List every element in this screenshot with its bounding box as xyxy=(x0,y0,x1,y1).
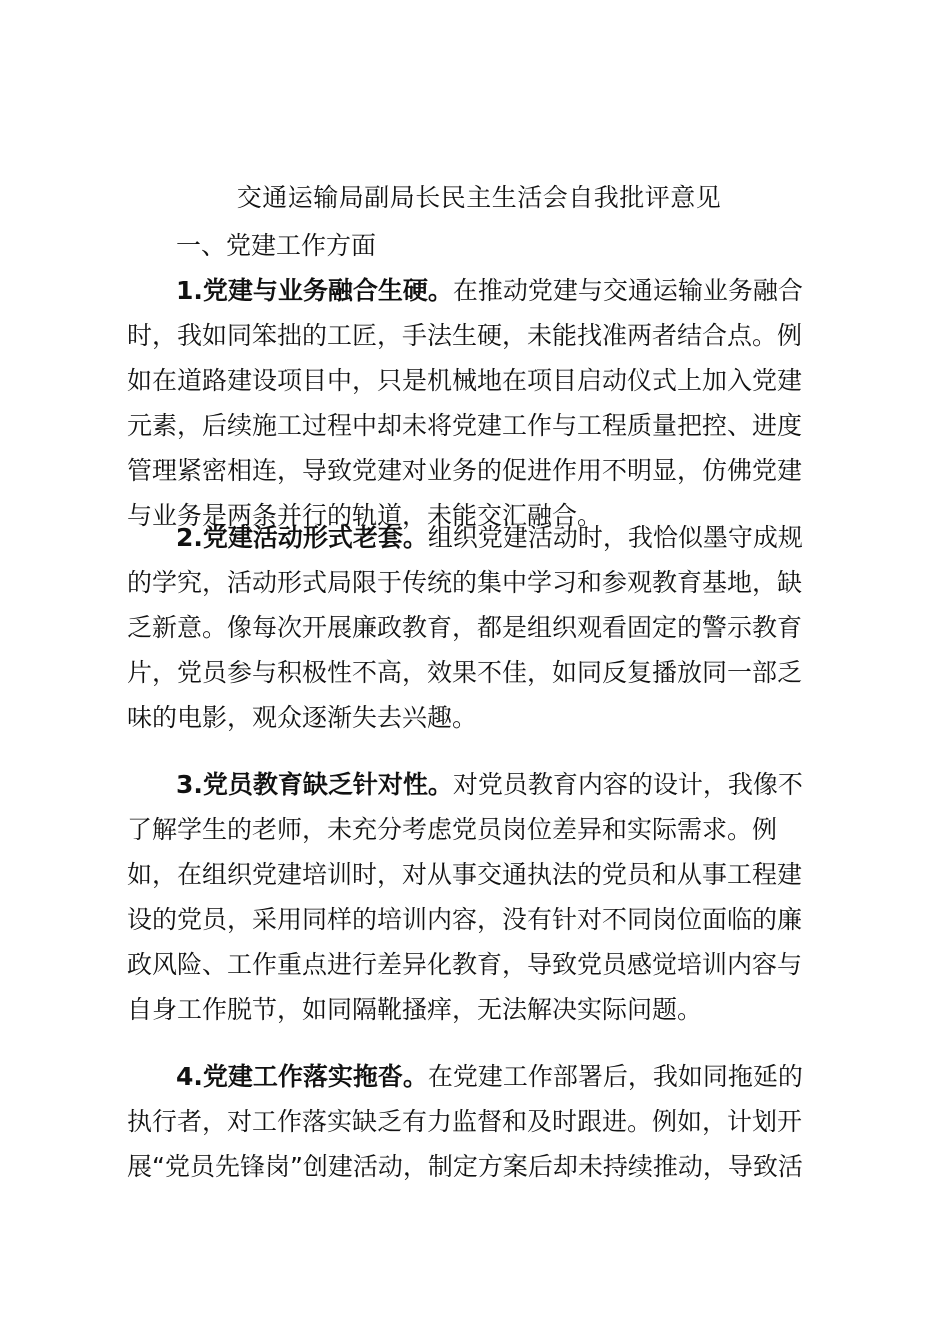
paragraph-1 xyxy=(127,268,827,538)
paragraph-line: 片，党员参与积极性不高，效果不佳，如同反复播放同一部乏 xyxy=(127,658,803,687)
paragraph-line: 执行者，对工作落实缺乏有力监督和及时跟进。例如，计划开 xyxy=(127,1107,803,1136)
paragraph-line: 元素，后续施工过程中却未将党建工作与工程质量把控、进度 xyxy=(127,411,803,440)
paragraph-2 xyxy=(127,515,827,740)
paragraph-line xyxy=(127,1054,827,1099)
paragraph-line: 如在道路建设项目中，只是机械地在项目启动仪式上加入党建 xyxy=(127,366,803,395)
paragraph-line xyxy=(127,762,827,807)
paragraph-line: 的学究，活动形式局限于传统的集中学习和参观教育基地，缺 xyxy=(127,568,803,597)
paragraph-lead: 4.党建工作落实拖沓。 xyxy=(176,1062,428,1091)
document-title: 交通运输局副局长民主生活会自我批评意见 xyxy=(236,183,722,212)
paragraph-text: 对党员教育内容的设计，我像不 xyxy=(452,770,803,799)
paragraph-line xyxy=(127,268,827,313)
section-heading: 一、党建工作方面 xyxy=(176,231,377,260)
paragraph-4 xyxy=(127,1054,827,1189)
paragraph-line: 展“党员先锋岗”创建活动，制定方案后却未持续推动，导致活 xyxy=(127,1152,803,1181)
paragraph-line: 时，我如同笨拙的工匠，手法生硬，未能找准两者结合点。例 xyxy=(127,321,803,350)
paragraph-line: 乏新意。像每次开展廉政教育，都是组织观看固定的警示教育 xyxy=(127,613,803,642)
paragraph-3 xyxy=(127,762,827,1032)
paragraph-lead: 2.党建活动形式老套。 xyxy=(176,523,428,552)
paragraph-line: 味的电影，观众逐渐失去兴趣。 xyxy=(127,703,478,732)
paragraph-line: 设的党员，采用同样的培训内容，没有针对不同岗位面临的廉 xyxy=(127,905,803,934)
paragraph-line: 如，在组织党建培训时，对从事交通执法的党员和从事工程建 xyxy=(127,860,803,889)
paragraph-line: 自身工作脱节，如同隔靴搔痒，无法解决实际问题。 xyxy=(127,995,703,1024)
paragraph-lead: 3.党员教育缺乏针对性。 xyxy=(176,770,453,799)
paragraph-lead: 1.党建与业务融合生硬。 xyxy=(176,276,453,305)
paragraph-line: 了解学生的老师，未充分考虑党员岗位差异和实际需求。例 xyxy=(127,815,778,844)
paragraph-text: 在推动党建与交通运输业务融合 xyxy=(452,276,803,305)
paragraph-text: 在党建工作部署后，我如同拖延的 xyxy=(427,1062,803,1091)
paragraph-text: 组织党建活动时，我恰似墨守成规 xyxy=(427,523,803,552)
paragraph-line: 与业务是两条并行的轨道，未能交汇融合。 xyxy=(127,501,603,530)
paragraph-line xyxy=(127,515,827,560)
paragraph-line: 管理紧密相连，导致党建对业务的促进作用不明显，仿佛党建 xyxy=(127,456,803,485)
paragraph-line: 政风险、工作重点进行差异化教育，导致党员感觉培训内容与 xyxy=(127,950,803,979)
